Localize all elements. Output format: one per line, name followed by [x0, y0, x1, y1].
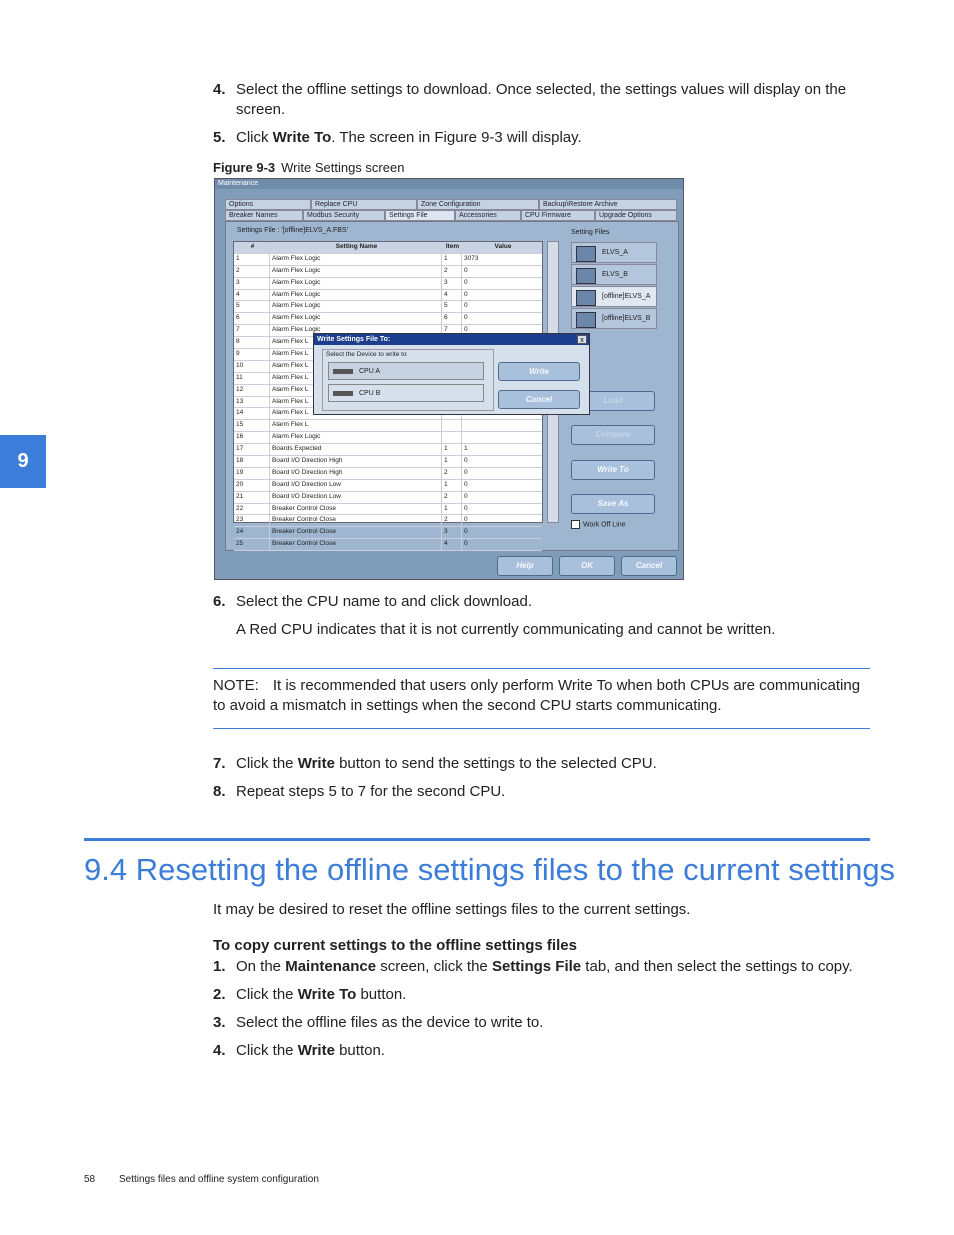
table-cell: 1	[442, 504, 462, 515]
table-cell: 0	[464, 302, 468, 310]
checkbox-icon[interactable]	[571, 520, 580, 529]
step-number: 7.	[213, 755, 226, 772]
table-row[interactable]	[234, 444, 542, 456]
cpu-icon	[333, 369, 353, 374]
text-run: Click the	[236, 1042, 298, 1059]
table-cell	[442, 420, 462, 431]
procedure-heading: To copy current settings to the offline settings files	[213, 937, 577, 954]
text-run: Click the	[236, 986, 298, 1003]
step-text	[236, 1013, 876, 1033]
table-cell: Breaker Control Close	[270, 527, 442, 538]
table-cell: 0	[464, 480, 468, 488]
table-cell: 16	[234, 432, 270, 443]
table-row[interactable]	[234, 480, 542, 492]
text-run: Select the offline files as the device to write to.	[236, 1014, 544, 1031]
table-cell: Board I/O Direction Low	[270, 492, 442, 503]
write-settings-screenshot	[214, 178, 684, 580]
table-row[interactable]	[234, 492, 542, 504]
table-cell: 6	[442, 313, 462, 324]
table-cell: 20	[234, 480, 270, 491]
step-number: 4.	[213, 81, 226, 98]
text-run: Click	[236, 129, 273, 146]
load-button[interactable]: Load	[571, 391, 655, 411]
table-cell: Alarm Flex L	[270, 420, 442, 431]
device-label: CPU B	[359, 390, 381, 397]
table-cell: 0	[464, 528, 468, 536]
section-rule	[84, 838, 870, 841]
table-cell: 19	[234, 468, 270, 479]
tab-breaker-names[interactable]: Breaker Names	[225, 210, 303, 221]
dialog-write-button[interactable]: Write	[498, 362, 580, 381]
table-cell: Board I/O Direction High	[270, 456, 442, 467]
section-intro: It may be desired to reset the offline settings files to the current settings.	[213, 901, 691, 918]
tab-settings-file[interactable]: Settings File	[385, 210, 455, 221]
dialog-cancel-button[interactable]: Cancel	[498, 390, 580, 409]
table-cell: Alarm Flex Logic	[270, 278, 442, 289]
figure-caption-text: Write Settings screen	[281, 160, 405, 175]
table-row[interactable]	[234, 515, 542, 527]
table-cell: 10	[234, 361, 270, 372]
table-cell: 7	[234, 325, 270, 336]
col-setting-name: Setting Name	[270, 242, 442, 253]
table-cell: 7	[442, 325, 462, 336]
table-cell: 3	[234, 278, 270, 289]
grid-header	[234, 242, 542, 254]
table-cell: 2	[442, 468, 462, 479]
table-row[interactable]	[234, 504, 542, 516]
table-cell: 5	[442, 301, 462, 312]
table-row[interactable]	[234, 301, 542, 313]
setting-file-item[interactable]	[571, 286, 657, 307]
dialog-title: Write Settings File To:	[314, 334, 589, 345]
table-cell: Alarm Flex L	[270, 408, 442, 419]
setting-file-item[interactable]	[571, 308, 657, 329]
table-cell: 25	[234, 539, 270, 550]
step-number: 5.	[213, 129, 226, 146]
compare-button[interactable]: Compare	[571, 425, 655, 445]
setting-files-label: Setting Files	[571, 229, 610, 236]
step-number: 3.	[213, 1014, 226, 1031]
figure-caption	[213, 160, 404, 175]
table-cell: 1	[442, 456, 462, 467]
text-run: Click the	[236, 755, 298, 772]
table-cell: 0	[464, 314, 468, 322]
table-cell: Alarm Flex Logic	[270, 266, 442, 277]
tab-upgrade-options[interactable]: Upgrade Options	[595, 210, 677, 221]
step-6-detail: A Red CPU indicates that it is not currently communicating and cannot be written.	[236, 621, 776, 638]
text-run: button to send the settings to the selected CPU.	[334, 755, 657, 772]
col-value: Value	[494, 243, 512, 250]
step-text	[236, 957, 876, 977]
settings-file-label: Settings File : '[offline]ELVS_A.FBS'	[237, 227, 348, 234]
folder-icon	[576, 290, 596, 306]
table-cell: 1	[464, 445, 468, 453]
col-number: #	[234, 242, 270, 253]
chapter-tab: 9	[0, 435, 46, 488]
bold-run: Maintenance	[285, 958, 377, 975]
table-row[interactable]	[234, 527, 542, 539]
help-button[interactable]: Help	[497, 556, 553, 576]
folder-icon	[576, 268, 596, 284]
step-text	[236, 985, 876, 1005]
table-cell: 2	[442, 492, 462, 503]
device-group-label: Select the Device to write to	[326, 351, 407, 358]
table-cell: Alarm Flex L	[270, 361, 442, 372]
note-text: It is recommended that users only perform Write To when both CPUs are communicating to avoid a mismatch in settings when the second CPU starts communicating.	[213, 677, 861, 714]
tab-cpu-firmware[interactable]: CPU Firmware	[521, 210, 595, 221]
table-cell: 0	[464, 468, 468, 476]
bold-run: Write	[297, 755, 335, 772]
text-run: screen, click the	[376, 958, 492, 975]
device-label: CPU A	[359, 368, 381, 375]
tab-zone-configuration[interactable]: Zone Configuration	[417, 199, 539, 210]
table-row[interactable]	[234, 254, 542, 266]
step-number: 8.	[213, 783, 226, 800]
tab-backup-restore[interactable]: Backup\Restore Archive	[539, 199, 677, 210]
work-offline-option[interactable]	[571, 520, 626, 529]
table-cell	[462, 420, 542, 431]
step-text: Select the CPU name to and click download.	[236, 593, 532, 610]
table-row[interactable]	[234, 278, 542, 290]
device-cpu-a[interactable]	[328, 362, 484, 380]
table-cell: Breaker Control Close	[270, 504, 442, 515]
table-row[interactable]	[234, 313, 542, 325]
step-number: 1.	[213, 958, 226, 975]
table-cell: 4	[442, 290, 462, 301]
table-cell: Breaker Control Close	[270, 515, 442, 526]
note-rule-top	[213, 668, 870, 669]
table-cell: 12	[234, 385, 270, 396]
table-cell: Board I/O Direction Low	[270, 480, 442, 491]
note-label: NOTE:	[213, 677, 259, 694]
table-cell: 17	[234, 444, 270, 455]
step-text	[236, 782, 876, 802]
table-cell: 1	[442, 480, 462, 491]
setting-file-name: [offline]ELVS_B	[602, 315, 651, 322]
table-cell: 0	[464, 457, 468, 465]
tab-options[interactable]: Options	[225, 199, 311, 210]
text-run: tab, and then select the settings to copy.	[581, 958, 853, 975]
setting-file-item[interactable]	[571, 264, 657, 285]
tab-row-1	[225, 199, 677, 210]
table-cell: 24	[234, 527, 270, 538]
table-cell: Alarm Flex Logic	[270, 313, 442, 324]
close-icon[interactable]: x	[577, 335, 587, 344]
step-text	[236, 1041, 876, 1061]
table-cell: 18	[234, 456, 270, 467]
step-number: 2.	[213, 986, 226, 1003]
table-cell: Alarm Flex L	[270, 385, 442, 396]
table-row[interactable]	[234, 266, 542, 278]
table-cell: Alarm Flex Logic	[270, 325, 442, 336]
bold-run: Write To	[272, 129, 332, 146]
table-cell: Alarm Flex L	[270, 373, 442, 384]
table-cell: 2	[442, 266, 462, 277]
table-cell: 15	[234, 420, 270, 431]
note-rule-bottom	[213, 728, 870, 729]
table-cell: Alarm Flex L	[270, 349, 442, 360]
table-cell: Alarm Flex Logic	[270, 301, 442, 312]
table-cell: 3	[442, 278, 462, 289]
note	[213, 676, 873, 716]
table-cell: 0	[464, 492, 468, 500]
table-row[interactable]	[234, 539, 542, 551]
table-cell: 1	[442, 254, 462, 265]
table-cell: 11	[234, 373, 270, 384]
table-cell: 3	[442, 527, 462, 538]
table-cell: 3073	[464, 254, 479, 262]
table-cell	[462, 432, 542, 443]
table-row[interactable]	[234, 468, 542, 480]
page-number: 58	[84, 1174, 96, 1185]
table-cell	[442, 432, 462, 443]
step-text	[236, 128, 876, 148]
table-row[interactable]	[234, 432, 542, 444]
table-cell: 0	[464, 516, 468, 524]
table-cell: 0	[464, 540, 468, 548]
setting-file-name: ELVS_B	[602, 271, 628, 278]
table-row[interactable]	[234, 290, 542, 302]
table-cell: 4	[442, 539, 462, 550]
bold-run: Write To	[297, 986, 357, 1003]
tab-accessories[interactable]: Accessories	[455, 210, 521, 221]
bold-run: Write	[297, 1042, 335, 1059]
folder-icon	[576, 246, 596, 262]
table-cell: 0	[464, 504, 468, 512]
text-run: button.	[334, 1042, 385, 1059]
text-run: Repeat steps 5 to 7 for the second CPU.	[236, 783, 506, 800]
bold-run: Settings File	[491, 958, 582, 975]
text-run: . The screen in Figure 9-3 will display.	[331, 129, 582, 146]
ok-button[interactable]: OK	[559, 556, 615, 576]
step-text	[236, 80, 876, 120]
table-cell: 4	[234, 290, 270, 301]
step-text	[236, 754, 876, 774]
table-cell: 5	[234, 301, 270, 312]
work-offline-label: Work Off Line	[583, 521, 626, 529]
table-cell: Alarm Flex Logic	[270, 254, 442, 265]
setting-file-name: ELVS_A	[602, 249, 628, 256]
text-run: Select the offline settings to download. Once selected, the settings values will display on the screen.	[236, 81, 847, 118]
table-cell: Alarm Flex Logic	[270, 290, 442, 301]
folder-icon	[576, 312, 596, 328]
write-to-button[interactable]: Write To	[571, 460, 655, 480]
tab-replace-cpu[interactable]: Replace CPU	[311, 199, 417, 210]
table-cell: 23	[234, 515, 270, 526]
table-cell: 21	[234, 492, 270, 503]
window-title: Maintenance	[215, 179, 683, 189]
tab-row-2	[225, 210, 677, 221]
table-cell: Alarm Flex L	[270, 397, 442, 408]
table-cell: 6	[234, 313, 270, 324]
table-cell: 0	[464, 326, 468, 334]
table-cell: 14	[234, 408, 270, 419]
step-number: 4.	[213, 1042, 226, 1059]
section-heading: 9.4 Resetting the offline settings files to the current settings	[84, 852, 896, 887]
table-cell: 9	[234, 349, 270, 360]
tab-modbus-security[interactable]: Modbus Security	[303, 210, 385, 221]
table-row[interactable]	[234, 456, 542, 468]
table-cell: Alarm Flex L	[270, 337, 442, 348]
table-cell: 2	[442, 515, 462, 526]
table-cell: 22	[234, 504, 270, 515]
text-run: button.	[356, 986, 407, 1003]
cpu-icon	[333, 391, 353, 396]
step-number: 6.	[213, 593, 226, 610]
text-run: On the	[236, 958, 286, 975]
setting-file-name: [offline]ELVS_A	[602, 293, 651, 300]
table-cell: 13	[234, 397, 270, 408]
setting-file-item[interactable]	[571, 242, 657, 263]
cancel-button[interactable]: Cancel	[621, 556, 677, 576]
save-as-button[interactable]: Save As	[571, 494, 655, 514]
table-cell: 2	[234, 266, 270, 277]
col-item: Item	[442, 242, 462, 253]
table-cell: 0	[464, 290, 468, 298]
table-cell: 1	[234, 254, 270, 265]
table-cell: Breaker Control Close	[270, 539, 442, 550]
table-cell: Boards Expected	[270, 444, 442, 455]
device-cpu-b[interactable]	[328, 384, 484, 402]
write-settings-dialog	[313, 333, 590, 415]
table-row[interactable]	[234, 420, 542, 432]
footer-text: Settings files and offline system configuration	[119, 1174, 319, 1185]
table-cell: 8	[234, 337, 270, 348]
table-cell: 0	[464, 266, 468, 274]
table-cell: 0	[464, 278, 468, 286]
table-cell: 1	[442, 444, 462, 455]
table-cell: Board I/O Direction High	[270, 468, 442, 479]
figure-label: Figure 9-3	[213, 160, 276, 175]
table-cell: Alarm Flex Logic	[270, 432, 442, 443]
